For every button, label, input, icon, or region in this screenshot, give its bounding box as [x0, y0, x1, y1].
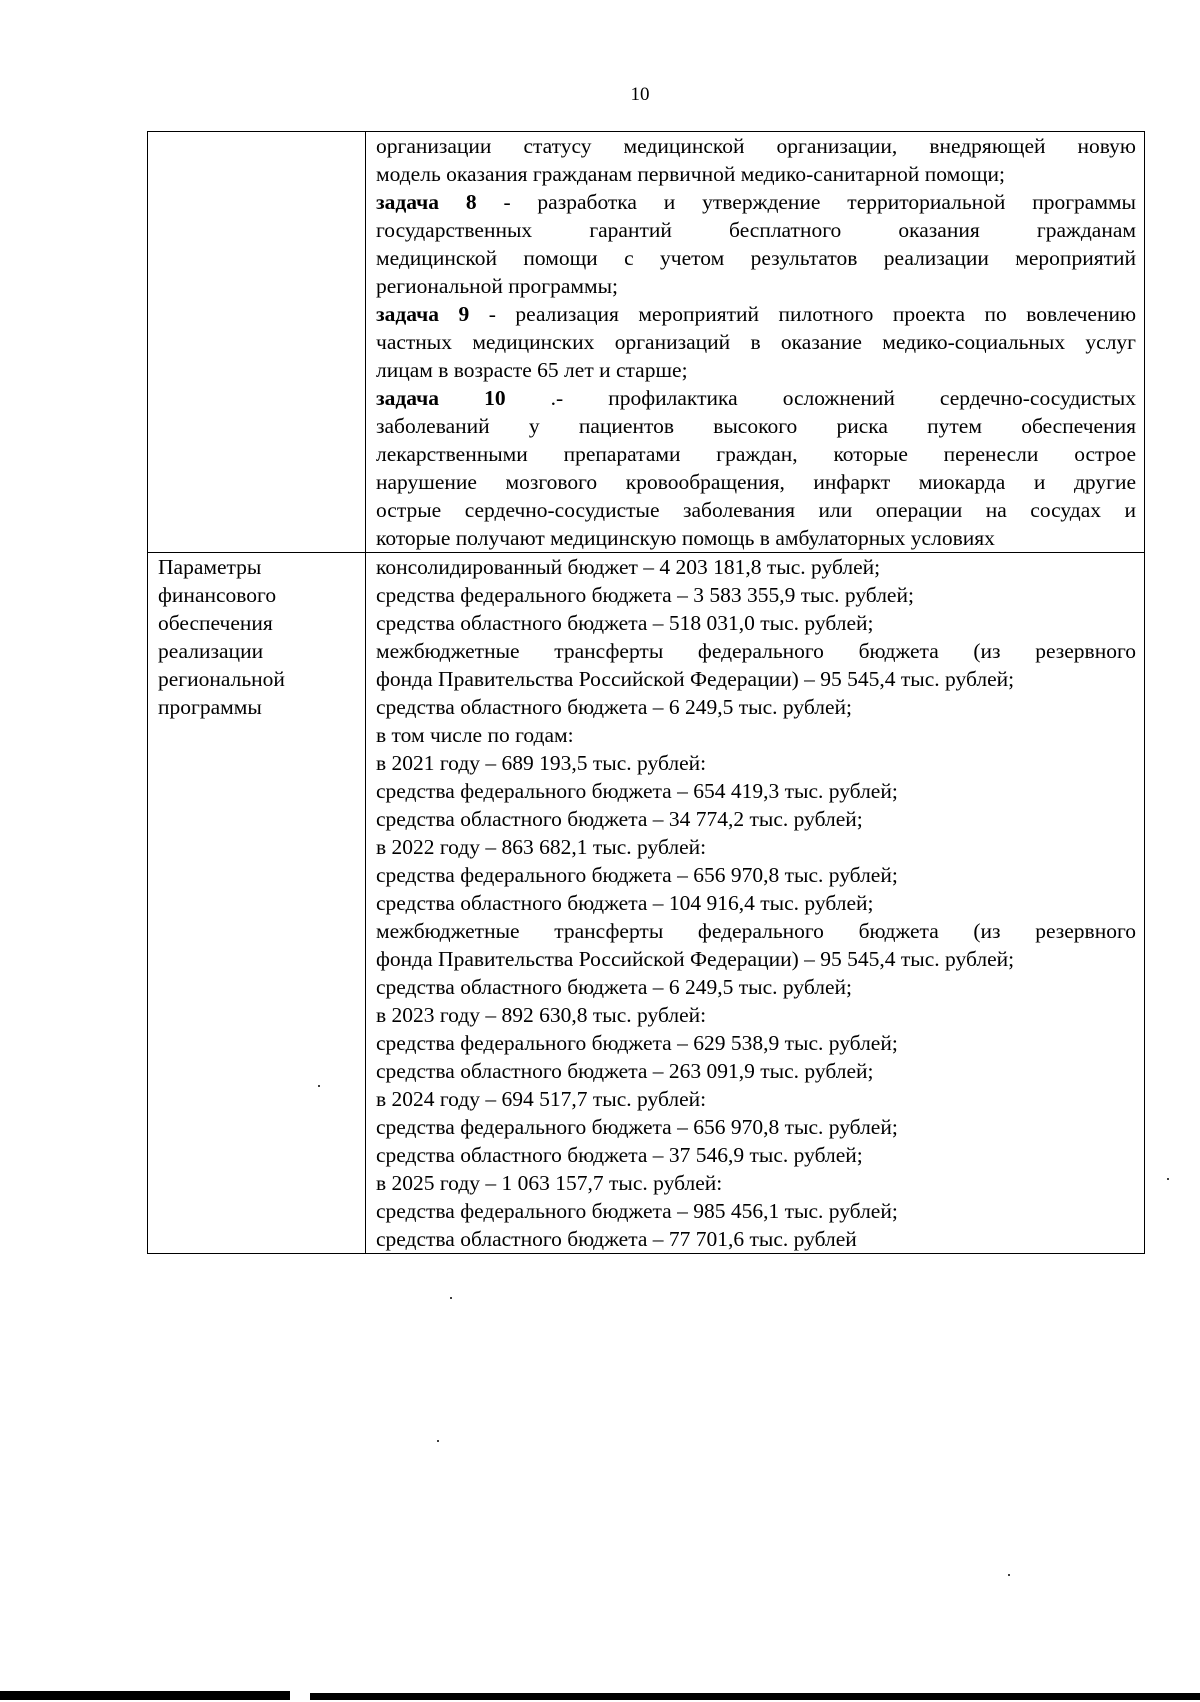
page-number: 10: [630, 84, 650, 105]
finance-line: в 2025 году – 1 063 157,7 тыс. рублей:: [376, 1171, 723, 1195]
finance-line: фонда Правительства Российской Федерации) – 95 545,4 тыс. рублей;: [376, 947, 1015, 971]
task-text: - реализация мероприятий пилотного проекта по вовлечению: [488, 302, 1137, 326]
scan-speck: [437, 1440, 439, 1442]
text-line: острые сердечно-сосудистые заболевания или операции на сосудах и: [376, 498, 1136, 522]
label-line: реализации: [158, 639, 264, 663]
finance-line: межбюджетные трансферты федерального бюджета (из резервного: [376, 919, 1136, 943]
task-heading-line: [376, 188, 1136, 216]
scan-speck: [318, 1085, 320, 1087]
task-label: задача 10: [376, 386, 506, 410]
finance-line: средства федерального бюджета – 3 583 355,9 тыс. рублей;: [376, 583, 914, 607]
finance-line: средства федерального бюджета – 629 538,9 тыс. рублей;: [376, 1031, 898, 1055]
text-line: лекарственными препаратами граждан, которые перенесли острое: [376, 442, 1136, 466]
text-line: которые получают медицинскую помощь в амбулаторных условиях: [376, 526, 995, 550]
finance-line: средства федерального бюджета – 656 970,8 тыс. рублей;: [376, 863, 898, 887]
label-line: финансового: [158, 583, 277, 607]
task-label: задача 9: [376, 302, 470, 326]
label-line: региональной: [158, 667, 285, 691]
label-line: обеспечения: [158, 611, 273, 635]
text-line: заболеваний у пациентов высокого риска путем обеспечения: [376, 414, 1136, 438]
text-line: лицам в возрасте 65 лет и старше;: [376, 358, 688, 382]
scan-speck: [1008, 1574, 1010, 1576]
finance-line: средства федерального бюджета – 654 419,3 тыс. рублей;: [376, 779, 898, 803]
scan-speck: [450, 1297, 452, 1299]
task-heading-line: [376, 300, 1136, 328]
finance-line: средства федерального бюджета – 656 970,8 тыс. рублей;: [376, 1115, 898, 1139]
finance-line: в том числе по годам:: [376, 723, 574, 747]
finance-line: в 2024 году – 694 517,7 тыс. рублей:: [376, 1087, 707, 1111]
text-line: региональной программы;: [376, 274, 619, 298]
finance-line: средства областного бюджета – 6 249,5 тыс. рублей;: [376, 695, 853, 719]
label-line: программы: [158, 695, 262, 719]
task-label: задача 8: [376, 190, 477, 214]
text-line: модель оказания гражданам первичной медико-санитарной помощи;: [376, 162, 1005, 186]
finance-line: средства областного бюджета – 6 249,5 тыс. рублей;: [376, 975, 853, 999]
scan-speck: [1167, 1178, 1169, 1180]
finance-line: средства областного бюджета – 37 546,9 тыс. рублей;: [376, 1143, 863, 1167]
finance-line: средства федерального бюджета – 985 456,1 тыс. рублей;: [376, 1199, 898, 1223]
finance-line: средства областного бюджета – 34 774,2 тыс. рублей;: [376, 807, 863, 831]
finance-line: в 2023 году – 892 630,8 тыс. рублей:: [376, 1003, 707, 1027]
text-line: частных медицинских организаций в оказание медико-социальных услуг: [376, 330, 1136, 354]
finance-line: средства областного бюджета – 518 031,0 тыс. рублей;: [376, 611, 874, 635]
text-line: медицинской помощи с учетом результатов реализации мероприятий: [376, 246, 1136, 270]
finance-line: консолидированный бюджет – 4 203 181,8 тыс. рублей;: [376, 555, 881, 579]
text-line: организации статусу медицинской организации, внедряющей новую: [376, 134, 1136, 158]
scan-edge-bar-right: [310, 1693, 1200, 1700]
task-text: .- профилактика осложнений сердечно-сосудистых: [550, 386, 1136, 410]
finance-line: средства областного бюджета – 77 701,6 тыс. рублей: [376, 1227, 857, 1251]
text-line: нарушение мозгового кровообращения, инфаркт миокарда и другие: [376, 470, 1136, 494]
finance-line: в 2021 году – 689 193,5 тыс. рублей:: [376, 751, 707, 775]
task-heading-line: [376, 384, 1136, 412]
financing-values-cell: [366, 553, 1145, 1254]
program-passport-table: [147, 131, 1145, 1254]
finance-line: средства областного бюджета – 104 916,4 тыс. рублей;: [376, 891, 874, 915]
table-row-financing: [148, 553, 1145, 1254]
task-text: - разработка и утверждение территориальной программы: [503, 190, 1136, 214]
scan-edge-bar-left: [0, 1691, 290, 1700]
table-row-tasks-continued: [148, 132, 1145, 553]
tasks-cell: [366, 132, 1145, 553]
finance-line: фонда Правительства Российской Федерации) – 95 545,4 тыс. рублей;: [376, 667, 1015, 691]
financing-label-cell: [148, 553, 366, 1254]
finance-line: в 2022 году – 863 682,1 тыс. рублей:: [376, 835, 707, 859]
text-line: государственных гарантий бесплатного оказания гражданам: [376, 218, 1136, 242]
label-line: Параметры: [158, 555, 262, 579]
empty-label-cell: [148, 132, 366, 553]
finance-line: межбюджетные трансферты федерального бюджета (из резервного: [376, 639, 1136, 663]
finance-line: средства областного бюджета – 263 091,9 тыс. рублей;: [376, 1059, 874, 1083]
